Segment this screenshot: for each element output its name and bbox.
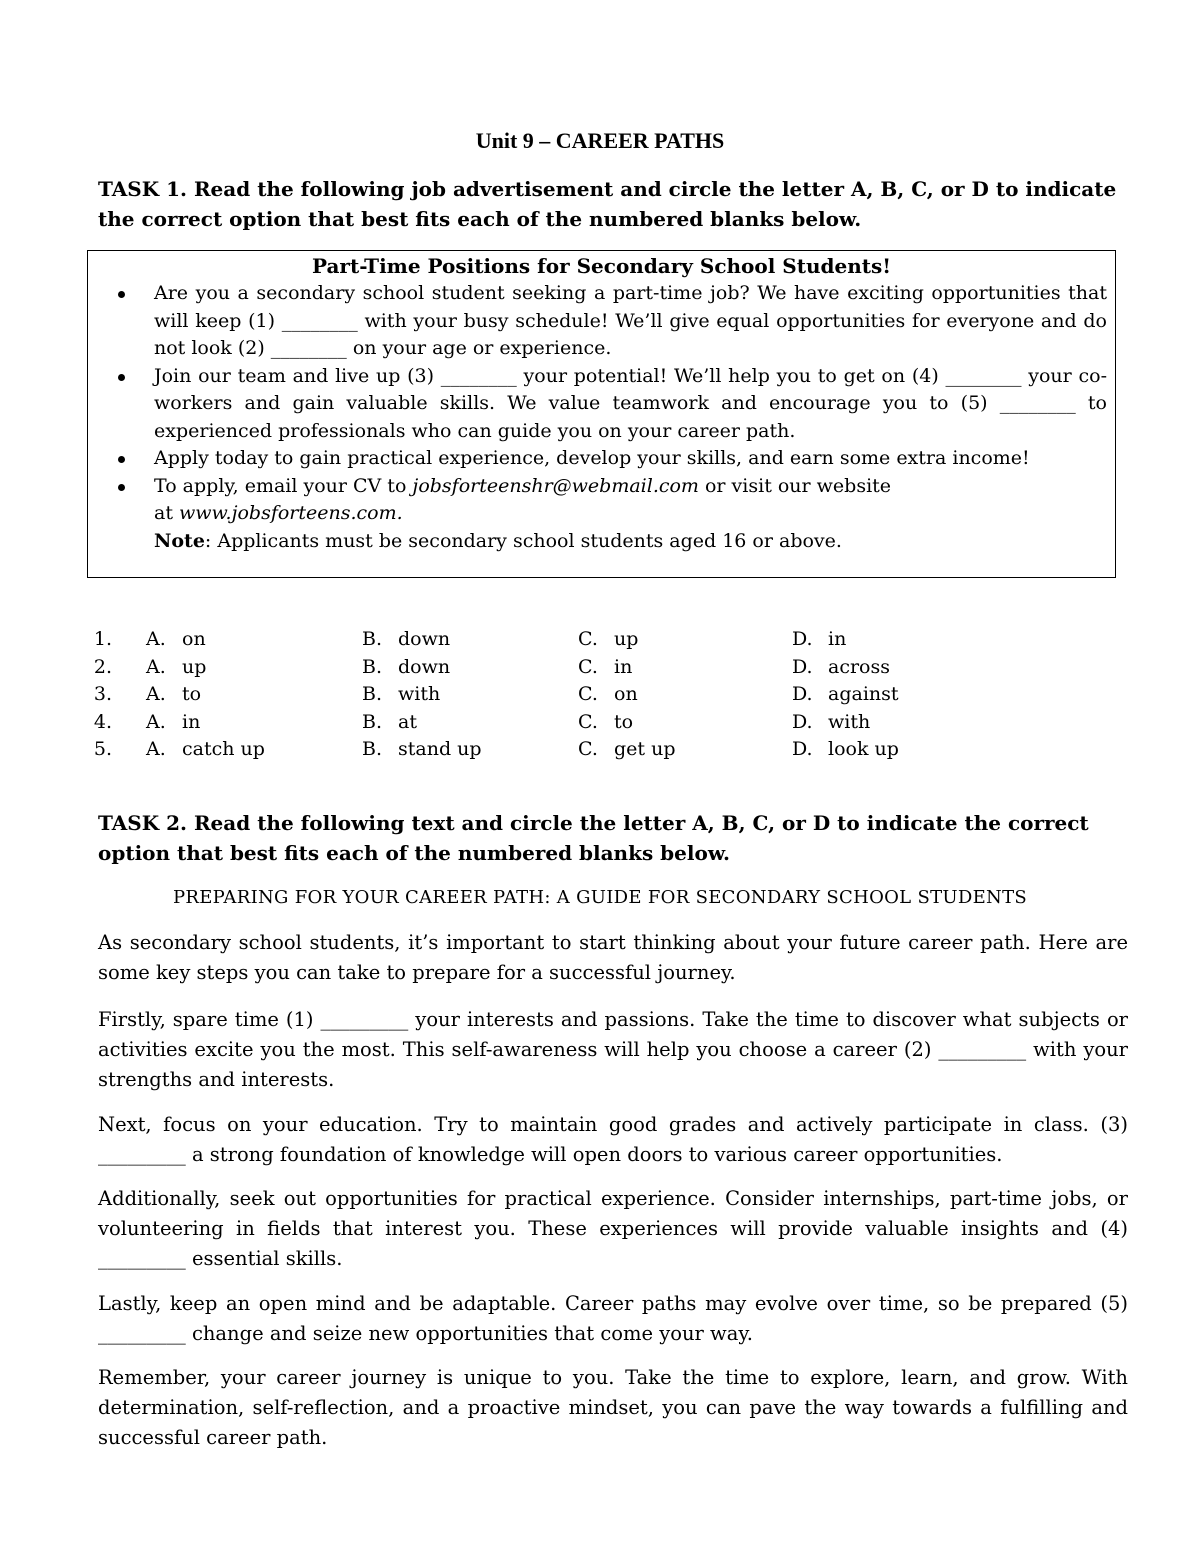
question-number: 1. xyxy=(93,628,112,650)
passage-paragraph: Remember, your career journey is unique to you. Take the time to explore, learn, and grow. With determination, self-reflection, and a proactive mindset, you can pave the way towards a fulfilling and successful career path. xyxy=(98,1366,1128,1449)
option-d[interactable]: D. in xyxy=(792,628,847,650)
bullet-text: Are you a secondary school student seeking a part-time job? We have exciting opportunities that will keep (1) ________ with your busy schedule! We’ll give equal opportunities for everyone and do not look (2) ________ on your age or experience. xyxy=(154,282,1107,359)
option-a[interactable]: A. on xyxy=(146,628,206,650)
task1-heading: TASK 1. Read the following job advertisement and circle the letter A, B, C, or D to indicate the correct option that best fits each of the numbered blanks below. xyxy=(98,177,1117,231)
bullet-icon xyxy=(118,291,125,298)
option-c[interactable]: C. on xyxy=(578,683,638,705)
option-d[interactable]: D. against xyxy=(792,683,899,705)
option-c[interactable]: C. in xyxy=(578,655,633,678)
passage-title: PREPARING FOR YOUR CAREER PATH: A GUIDE FOR SECONDARY SCHOOL STUDENTS xyxy=(172,887,1028,908)
option-d[interactable]: D. look up xyxy=(792,738,899,760)
option-a[interactable]: A. in xyxy=(146,710,201,733)
job-ad-bullet xyxy=(114,445,1107,473)
option-b[interactable]: B. with xyxy=(362,683,441,705)
passage-paragraph: Next, focus on your education. Try to maintain good grades and actively participate in class. (3) _________ a strong foundation of knowledge will open doors to various career opportunities. xyxy=(98,1113,1128,1166)
option-c[interactable]: C. up xyxy=(578,628,639,650)
question-number: 4. xyxy=(93,710,112,733)
option-a[interactable]: A. catch up xyxy=(146,738,265,760)
apply-mid: or visit our website xyxy=(698,474,892,497)
option-d[interactable]: D. with xyxy=(792,710,871,733)
option-a[interactable]: A. up xyxy=(146,655,207,678)
option-b[interactable]: B. at xyxy=(362,710,417,733)
passage-paragraph: Additionally, seek out opportunities for practical experience. Consider internships, part-time jobs, or volunteering in fields that interest you. These experiences will provide valuable insights and (4) _________ essential skills. xyxy=(98,1187,1128,1270)
apply-email-link[interactable]: jobsforteenshr@webmail.com xyxy=(412,474,699,497)
job-ad-title: Part-Time Positions for Secondary School Students! xyxy=(311,254,892,278)
option-d[interactable]: D. across xyxy=(792,655,890,678)
passage-paragraph: Firstly, spare time (1) _________ your interests and passions. Take the time to discover what subjects or activities excite you the most. This self-awareness will help you choose a career (2) _________ with your strengths and interests. xyxy=(98,1008,1128,1091)
note-text: : Applicants must be secondary school students aged 16 or above. xyxy=(204,529,842,552)
option-c[interactable]: C. get up xyxy=(578,738,676,760)
page-title: Unit 9 – CAREER PATHS xyxy=(475,128,725,153)
passage-paragraph: Lastly, keep an open mind and be adaptable. Career paths may evolve over time, so be prepared (5) _________ change and seize new opportunities that come your way. xyxy=(98,1292,1128,1345)
job-ad-bullet xyxy=(114,280,1107,363)
option-b[interactable]: B. stand up xyxy=(362,738,482,760)
bullet-text: Apply today to gain practical experience, develop your skills, and earn some extra income! xyxy=(154,447,1030,469)
website-link[interactable]: www.jobsforteens.com. xyxy=(179,502,403,524)
apply-at: at xyxy=(154,502,180,524)
note-label: Note xyxy=(154,529,205,552)
apply-prefix: To apply, email your CV to xyxy=(154,474,413,497)
question-number: 5. xyxy=(93,738,112,760)
bullet-icon xyxy=(118,374,125,381)
option-a[interactable]: A. to xyxy=(146,683,202,705)
option-c[interactable]: C. to xyxy=(578,710,634,733)
bullet-icon xyxy=(118,484,125,491)
bullet-text: Join our team and live up (3) ________ your potential! We’ll help you to get on (4) ________ your co-workers and gain valuable skills. We value teamwork and encourage you to (5) ________ to experienced professionals who can guide you on your career path. xyxy=(154,364,1107,442)
job-ad-bullets xyxy=(114,280,1107,555)
question-number: 2. xyxy=(93,655,112,678)
passage-paragraph: As secondary school students, it’s important to start thinking about your future career path. Here are some key steps you can take to prepare for a successful journey. xyxy=(98,931,1128,984)
task2-heading: TASK 2. Read the following text and circle the letter A, B, C, or D to indicate the correct option that best fits each of the numbered blanks below. xyxy=(98,811,1089,865)
question-number: 3. xyxy=(93,683,112,705)
job-ad-bullet-apply xyxy=(114,473,1107,556)
option-b[interactable]: B. down xyxy=(362,628,451,650)
bullet-icon xyxy=(118,456,125,463)
job-ad-bullet xyxy=(114,363,1107,446)
option-b[interactable]: B. down xyxy=(362,655,451,678)
